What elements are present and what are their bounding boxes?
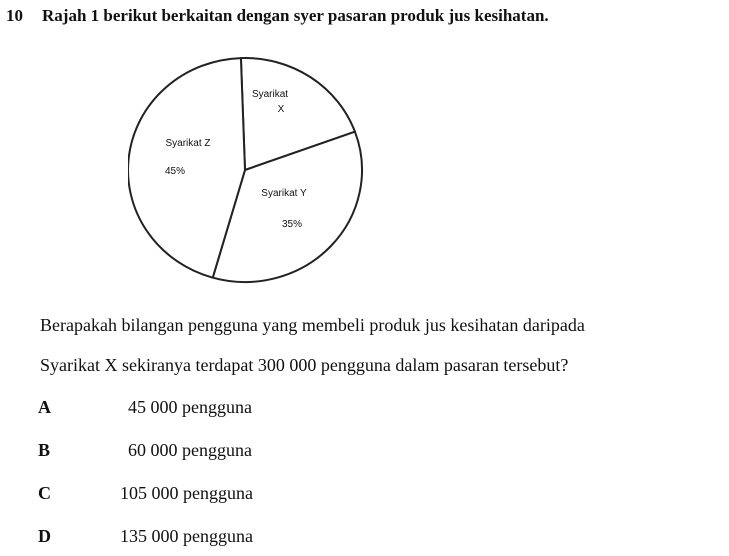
slice-y-value: 35% — [281, 219, 303, 230]
question-intro: Rajah 1 berikut berkaitan dengan syer pasaran produk jus kesihatan. — [42, 6, 549, 25]
option-a-letter: A — [38, 397, 51, 417]
slice-z-label: Syarikat Z — [165, 138, 211, 149]
question-line-1: Berapakah bilangan pengguna yang membeli produk jus kesihatan daripada — [40, 315, 585, 335]
slice-x-label-line2: X — [277, 104, 285, 115]
pie-chart — [128, 56, 378, 286]
slice-y-label: Syarikat Y — [261, 188, 307, 199]
question-line-2: Syarikat X sekiranya terdapat 300 000 pengguna dalam pasaran tersebut? — [40, 355, 569, 375]
slice-z-value: 45% — [164, 166, 186, 177]
option-b-letter: B — [38, 440, 51, 460]
option-d-text: 135 000 pengguna — [120, 526, 253, 546]
question-number: 10 — [6, 6, 23, 25]
option-b-text: 60 000 pengguna — [128, 440, 252, 460]
option-c-letter: C — [38, 483, 51, 503]
option-a-text: 45 000 pengguna — [128, 397, 252, 417]
option-d-letter: D — [38, 526, 51, 546]
option-c-text: 105 000 pengguna — [120, 483, 253, 503]
slice-x-label-line1: Syarikat — [251, 89, 289, 100]
